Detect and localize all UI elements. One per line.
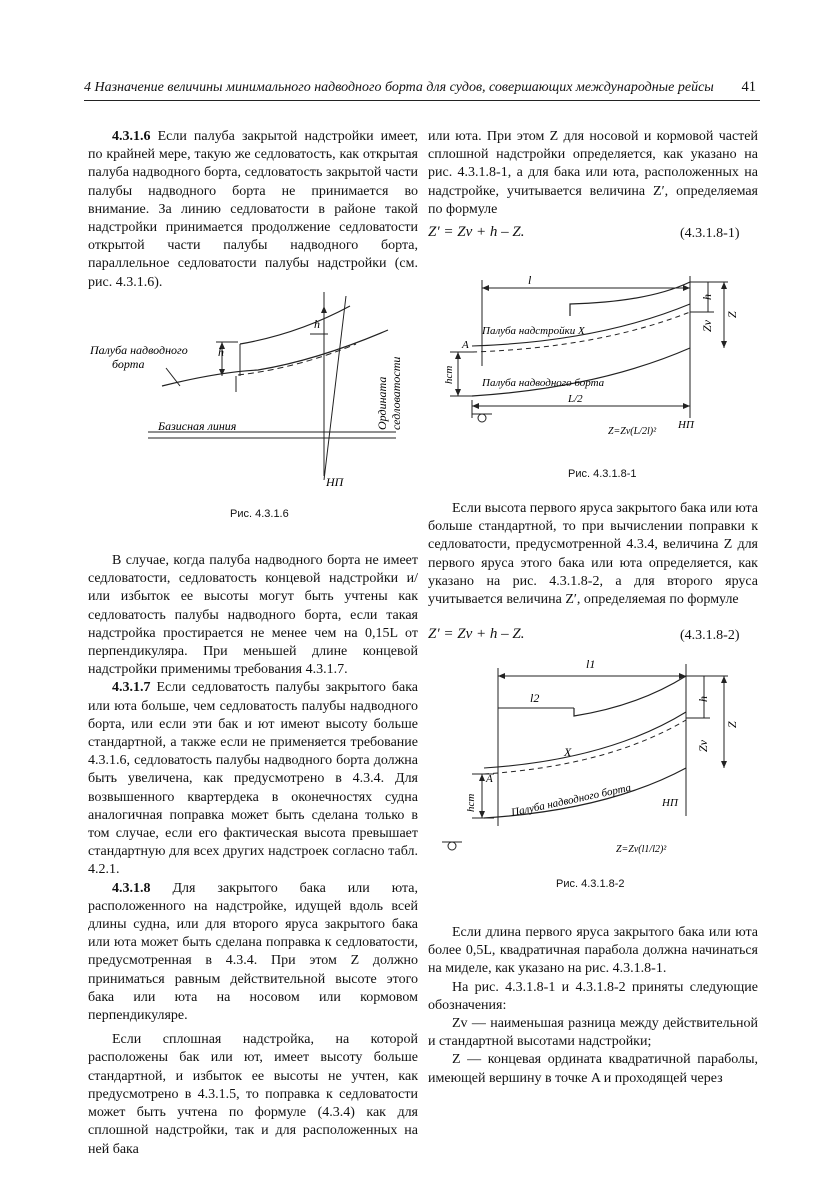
fig2-half-l: L/2 [568,393,583,405]
paragraph-4-3-1-6: 4.3.1.6 Если палуба закрытой надстройки имеет, по крайней мере, такую же седловатость, как открытая палуба надводного борта, седловатость закрытой части палубы надводного борта не принимается во внимание. За линию седловатости в районе такой надстройки принимается продолжение седловатости открытой части палубы надводного борта, параллельное седловатости палубы надстройки (см. рис. 4.3.1.6). [88,129,418,290]
fig3-x: X [564,745,572,759]
fig3-hst: hст [465,793,477,812]
paragraph-right-5: Zv — наименьшая разница между действительной и стандартной высотами надстройки; [428,1016,758,1050]
right-column-top [428,128,758,219]
fig2-sup-label: Палуба надстройки X [482,325,585,337]
fig3-l2: l2 [530,691,540,705]
formula-2: Z′ = Zv + h – Z. [428,626,525,642]
fig2-h: h [700,294,714,300]
fig2-np: НП [678,419,694,431]
fig3-caption: Рис. 4.3.1.8-2 [556,878,625,890]
figure-4-3-1-8-2 [428,656,758,856]
formula-1: Z′ = Zv + h – Z. [428,224,525,240]
fig3-z: Z [725,721,739,728]
left-column-top [88,128,418,292]
fig2-deck-label: Палуба надводного борта [482,377,605,389]
left-column-bottom [88,552,418,1159]
fig1-ordinate-2: седловатости [389,356,403,430]
paragraph-no-sheer: В случае, когда палуба надводного борта не имеет седловатости, седловатость концевой надстройки и/или избыток ее высоты могут быть учтены как седловатость палубы надводного борта, если такая надстройка простирается не менее чем на 0,15L от перпендикуляра. При меньшей длине концевой надстройки применимы требования 4.3.1.7. [88,553,418,678]
fig1-baseline-label: Базисная линия [158,419,237,433]
fig2-formula: Z=Zv(L/2l)² [608,426,657,437]
formula-1-number: (4.3.1.8-1) [680,226,740,241]
paragraph-right-6: Z — концевая ордината квадратичной параболы, имеющей вершину в точке A и проходящей через [428,1052,758,1086]
fig1-h-left: h [218,345,224,359]
fig2-caption: Рис. 4.3.1.8-1 [568,468,637,480]
fig3-l1: l1 [586,657,596,671]
paragraph-continuous-superstructure: Если сплошная надстройка, на которой расположены бак или ют, имеет высоту больше стандартной, и избыток ее высоты не учтен, как предусмотрено в 4.3.1.5, то поправка к седловатости может быть учтена по формуле (4.3.4) как для сплошной надстройки, так и для расположенных на ней бака [88,1032,418,1157]
fig3-a: A [486,773,493,785]
figure-4-3-1-8-1 [428,268,758,438]
fig1-h-upper: h [314,317,320,331]
fig3-np: НП [662,797,678,809]
fig3-formula: Z=Zv(l1/l2)² [616,844,667,855]
paragraph-4-3-1-8: 4.3.1.8 Для закрытого бака или юта, расположенного на надстройке, идущей вдоль всей длины судна, или для второго яруса закрытого бака или юта может быть сделана поправка к седловатости, предусмотренная в 4.3.4. При этом Z должно приниматься равным действительной высоте этого бака или юта на носовом или кормовом перпендикуляре. [88,880,418,1024]
fig2-l: l [528,273,532,287]
paragraph-right-4: На рис. 4.3.1.8-1 и 4.3.1.8-2 приняты следующие обозначения: [428,979,758,1013]
right-column-bottom [428,924,758,1088]
paragraph-right-3: Если длина первого яруса закрытого бака или юта более 0,5L, квадратичная парабола должна начинаться на миделе, как указано на рис. 4.3.1.8-1. [428,925,758,977]
paragraph-right-2: Если высота первого яруса закрытого бака или юта больше стандартной, то при вычислении поправки к седловатости, предусмотренной 4.3.4, величина Z для первого яруса этого бака или юта определяется, как указано на рис. 4.3.1.8-2, а для второго яруса учитывается величина Z′, определяемая по формуле [428,501,758,608]
fig3-zv: Zv [696,740,710,752]
fig2-a: A [462,339,469,351]
right-column-middle [428,500,758,609]
fig1-caption: Рис. 4.3.1.6 [230,508,289,520]
running-header [84,78,760,101]
fig3-h: h [696,696,710,702]
fig3-deck-label: Палуба надводного борта [510,781,633,819]
page-number: 41 [741,79,756,95]
formula-2-number: (4.3.1.8-2) [680,628,740,643]
figure-4-3-1-6 [88,292,418,492]
fig1-deck-label-1: Палуба надводного [90,343,188,357]
paragraph-right-1: или юта. При этом Z для носовой и кормовой частей сплошной надстройки определяется, как указано на рис. 4.3.1.8-1, а для бака или юта, расположенных на надстройке, учитывается величина Z′, определяемая по формуле [428,129,758,217]
paragraph-4-3-1-7: 4.3.1.7 Если седловатость палубы закрытого бака или юта больше, чем седловатость палубы надводного борта, или если эти бак и ют имеют высоту больше стандартной, а также если не применяется требование 4.3.1.6, седловатость палубы надводного борта должна быть увеличена, как предусмотрено в 4.3.4. Для возвышенного квартердека в оконечностях судна аналогичная поправка может быть сделана только в том случае, если его фактическая высота превышает стандартную для всех других надстроек согласно табл. 4.2.1. [88,680,418,878]
fig1-np-label: НП [326,475,344,489]
header-title: 4 Назначение величины минимального надводного борта для судов, совершающих международные рейсы [84,80,714,95]
fig1-ordinate-1: Ордината [375,376,389,430]
fig2-zv: Zv [700,320,714,332]
fig2-hst: hст [443,365,455,384]
fig1-deck-label-2: борта [112,357,145,371]
fig2-z: Z [725,311,739,318]
